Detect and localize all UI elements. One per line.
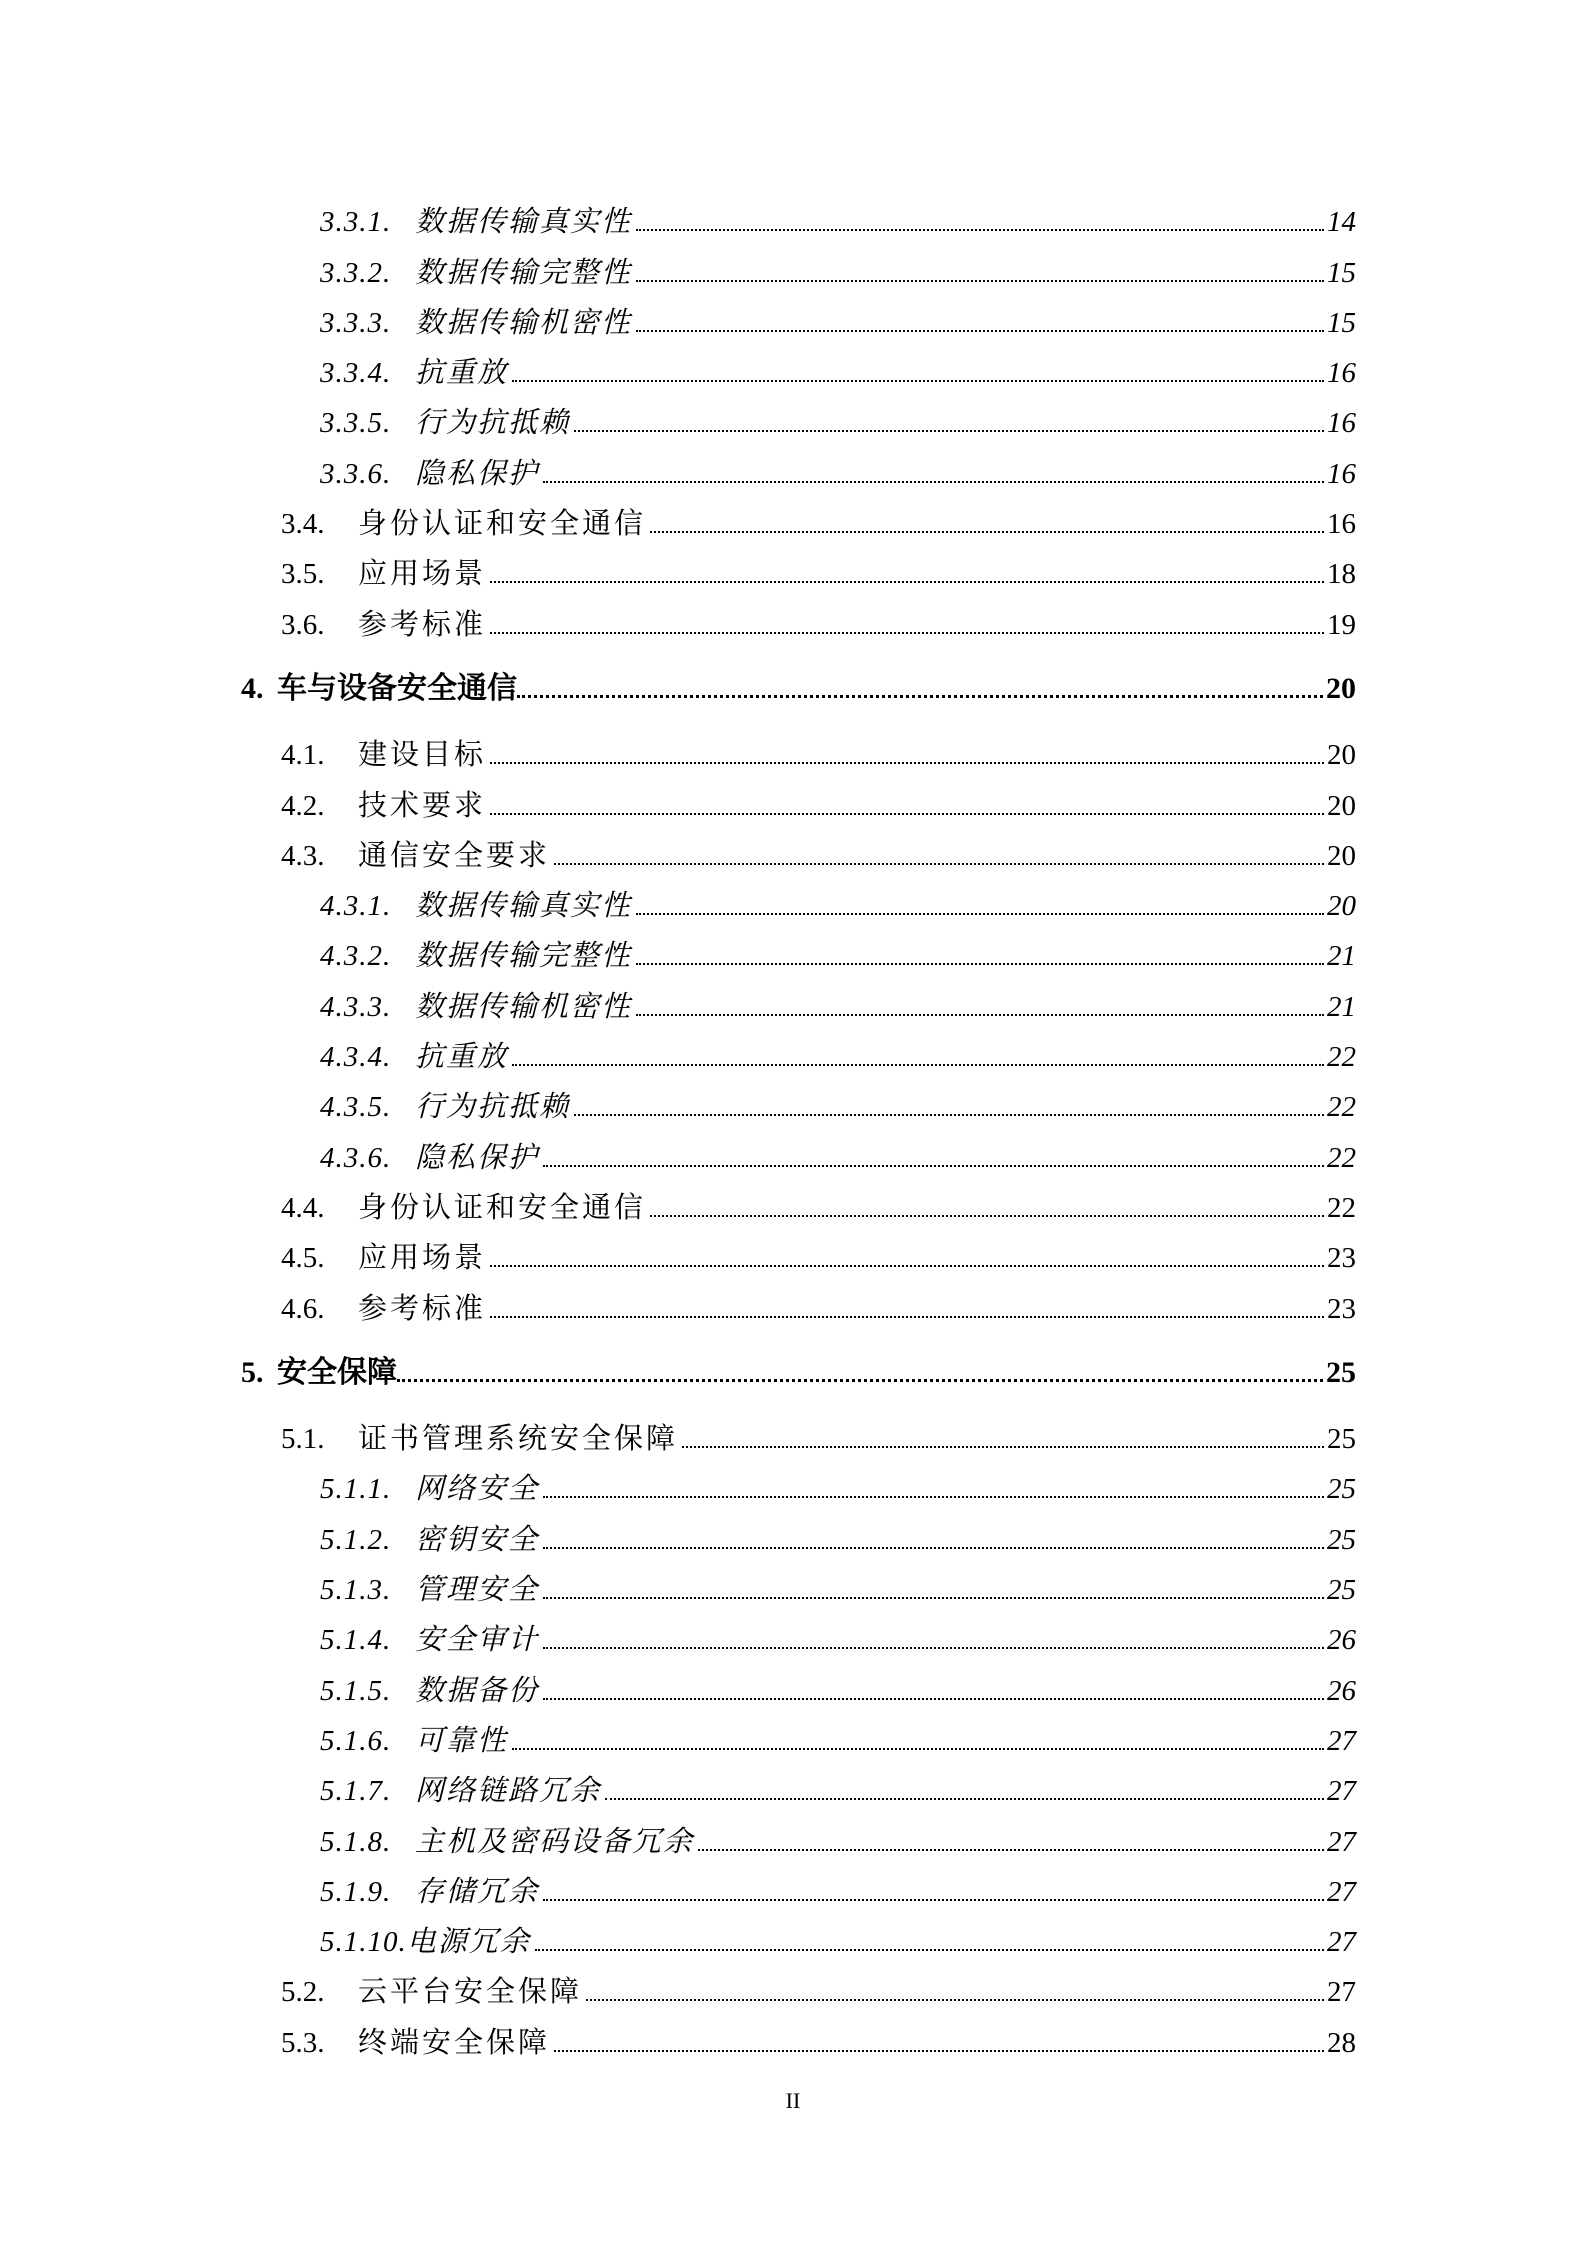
toc-entry[interactable] bbox=[0, 2010, 1586, 2060]
toc-entry-title: 数据传输完整性 bbox=[415, 940, 633, 973]
toc-entry-title: 安全审计 bbox=[415, 1624, 540, 1657]
toc-entry-page: 16 bbox=[1327, 407, 1356, 440]
toc-entry-title: 行为抗抵赖 bbox=[415, 1091, 571, 1124]
dot-leader bbox=[636, 962, 1324, 965]
toc-entry-title: 数据传输真实性 bbox=[415, 890, 633, 923]
toc-entry-title: 隐私保护 bbox=[415, 457, 540, 490]
dot-leader bbox=[650, 1214, 1324, 1217]
toc-entry-number: 4.3.4. bbox=[320, 1041, 392, 1074]
toc-entry-title: 身份认证和安全通信 bbox=[358, 508, 647, 541]
toc-entry[interactable] bbox=[0, 1910, 1586, 1960]
toc-entry-title: 数据传输完整性 bbox=[415, 256, 633, 289]
dot-leader bbox=[574, 1113, 1324, 1116]
toc-entry-page: 25 bbox=[1326, 1355, 1356, 1389]
toc-entry[interactable] bbox=[0, 1860, 1586, 1910]
toc-entry[interactable] bbox=[0, 1507, 1586, 1557]
toc-entry-title: 身份认证和安全通信 bbox=[358, 1191, 647, 1224]
toc-entry[interactable] bbox=[0, 240, 1586, 290]
dot-leader bbox=[636, 228, 1324, 231]
dot-leader bbox=[490, 1264, 1324, 1267]
toc-entry-number: 5.1.1. bbox=[320, 1473, 392, 1506]
toc-entry-page: 25 bbox=[1327, 1523, 1356, 1556]
toc-entry[interactable] bbox=[0, 1809, 1586, 1859]
toc-entry-title: 数据备份 bbox=[415, 1674, 540, 1707]
toc-entry[interactable] bbox=[0, 190, 1586, 240]
dot-leader bbox=[517, 694, 1323, 698]
toc-entry-number: 3.6. bbox=[281, 608, 325, 641]
toc-entry-number: 4.4. bbox=[281, 1191, 325, 1224]
toc-entry-number: 5.1.6. bbox=[320, 1724, 392, 1757]
toc-entry-title: 技术要求 bbox=[358, 789, 487, 822]
toc-entry-page: 23 bbox=[1327, 1242, 1356, 1275]
dot-leader bbox=[543, 1646, 1324, 1649]
toc-entry-page: 22 bbox=[1327, 1141, 1356, 1174]
table-of-contents bbox=[0, 190, 1586, 2061]
toc-entry[interactable] bbox=[0, 773, 1586, 823]
toc-entry[interactable] bbox=[0, 542, 1586, 592]
toc-entry-number: 3.3.1. bbox=[320, 206, 392, 239]
toc-entry-number: 4.3.5. bbox=[320, 1091, 392, 1124]
toc-entry[interactable] bbox=[0, 824, 1586, 874]
toc-entry-title: 云平台安全保障 bbox=[358, 1976, 583, 2009]
dot-leader bbox=[636, 329, 1324, 332]
toc-entry[interactable] bbox=[0, 341, 1586, 391]
toc-entry-title: 电源冗余 bbox=[406, 1926, 531, 1959]
toc-entry-page: 22 bbox=[1327, 1091, 1356, 1124]
toc-entry-title: 数据传输真实性 bbox=[415, 206, 633, 239]
toc-entry-title: 终端安全保障 bbox=[358, 2026, 551, 2059]
dot-leader bbox=[543, 1596, 1324, 1599]
dot-leader bbox=[512, 1747, 1324, 1750]
toc-entry[interactable] bbox=[0, 723, 1586, 773]
dot-leader bbox=[490, 631, 1324, 634]
toc-entry-page: 21 bbox=[1327, 940, 1356, 973]
toc-entry-page: 25 bbox=[1327, 1574, 1356, 1607]
toc-entry-number: 4.3.3. bbox=[320, 990, 392, 1023]
toc-entry-number: 3.3.6. bbox=[320, 457, 392, 490]
dot-leader bbox=[682, 1445, 1324, 1448]
toc-entry[interactable] bbox=[0, 1457, 1586, 1507]
toc-entry-page: 19 bbox=[1327, 608, 1356, 641]
toc-entry-page: 14 bbox=[1327, 206, 1356, 239]
toc-entry-title: 参考标准 bbox=[358, 1292, 487, 1325]
toc-entry-page: 26 bbox=[1327, 1624, 1356, 1657]
page-number: II bbox=[785, 2088, 801, 2113]
toc-entry-title: 通信安全要求 bbox=[358, 839, 551, 872]
toc-entry-number: 5.1.8. bbox=[320, 1825, 392, 1858]
toc-entry-number: 3.3.4. bbox=[320, 357, 392, 390]
dot-leader bbox=[543, 1495, 1324, 1498]
toc-entry[interactable] bbox=[0, 441, 1586, 491]
toc-entry-number: 4.3.2. bbox=[320, 940, 392, 973]
dot-leader bbox=[490, 1315, 1324, 1318]
toc-entry-title: 数据传输机密性 bbox=[415, 306, 633, 339]
dot-leader bbox=[490, 812, 1324, 815]
toc-entry[interactable] bbox=[0, 1176, 1586, 1226]
toc-entry-number: 5.3. bbox=[281, 2026, 325, 2059]
dot-leader bbox=[543, 1164, 1324, 1167]
toc-entry-page: 27 bbox=[1327, 1724, 1356, 1757]
toc-entry-number: 5.1.10. bbox=[320, 1926, 407, 1959]
toc-entry-title: 网络链路冗余 bbox=[415, 1775, 602, 1808]
toc-entry-page: 28 bbox=[1327, 2026, 1356, 2059]
toc-entry[interactable] bbox=[0, 492, 1586, 542]
dot-leader bbox=[650, 530, 1324, 533]
toc-entry-number: 5.1. bbox=[281, 1423, 325, 1456]
dot-leader bbox=[586, 1998, 1324, 2001]
toc-entry-title: 管理安全 bbox=[415, 1574, 540, 1607]
toc-entry-title: 密钥安全 bbox=[415, 1523, 540, 1556]
toc-entry-page: 23 bbox=[1327, 1292, 1356, 1325]
dot-leader bbox=[554, 2049, 1324, 2052]
toc-entry-title: 行为抗抵赖 bbox=[415, 407, 571, 440]
toc-entry-title: 建设目标 bbox=[358, 739, 487, 772]
toc-entry[interactable] bbox=[0, 1558, 1586, 1608]
toc-entry-page: 20 bbox=[1327, 739, 1356, 772]
toc-entry-page: 27 bbox=[1327, 1976, 1356, 2009]
dot-leader bbox=[543, 480, 1324, 483]
dot-leader bbox=[636, 912, 1324, 915]
toc-entry-number: 5.2. bbox=[281, 1976, 325, 2009]
toc-entry-page: 25 bbox=[1327, 1423, 1356, 1456]
toc-entry-title: 车与设备安全通信 bbox=[277, 671, 517, 705]
toc-entry-title: 应用场景 bbox=[358, 1242, 487, 1275]
toc-entry[interactable] bbox=[0, 1341, 1586, 1391]
toc-entry-number: 3.3.3. bbox=[320, 306, 392, 339]
toc-entry-title: 安全保障 bbox=[277, 1355, 397, 1389]
toc-entry-number: 3.5. bbox=[281, 558, 325, 591]
toc-entry[interactable] bbox=[0, 391, 1586, 441]
toc-entry[interactable] bbox=[0, 657, 1586, 707]
toc-entry-number: 5.1.2. bbox=[320, 1523, 392, 1556]
toc-entry-number: 5.1.7. bbox=[320, 1775, 392, 1808]
dot-leader bbox=[698, 1848, 1324, 1851]
toc-entry-page: 15 bbox=[1327, 306, 1356, 339]
toc-entry-number: 5.1.4. bbox=[320, 1624, 392, 1657]
toc-entry[interactable] bbox=[0, 1759, 1586, 1809]
toc-entry-page: 27 bbox=[1327, 1875, 1356, 1908]
toc-entry-title: 可靠性 bbox=[415, 1724, 509, 1757]
toc-entry-page: 20 bbox=[1326, 671, 1356, 705]
toc-entry[interactable] bbox=[0, 924, 1586, 974]
toc-entry[interactable] bbox=[0, 1125, 1586, 1175]
toc-entry-page: 21 bbox=[1327, 990, 1356, 1023]
toc-entry-title: 网络安全 bbox=[415, 1473, 540, 1506]
toc-entry-title: 数据传输机密性 bbox=[415, 990, 633, 1023]
dot-leader bbox=[636, 279, 1324, 282]
toc-entry-number: 4.3. bbox=[281, 839, 325, 872]
toc-entry-number: 4.5. bbox=[281, 1242, 325, 1275]
toc-entry[interactable] bbox=[0, 874, 1586, 924]
dot-leader bbox=[512, 1063, 1324, 1066]
toc-entry-page: 18 bbox=[1327, 558, 1356, 591]
toc-entry[interactable] bbox=[0, 1075, 1586, 1125]
toc-entry-page: 16 bbox=[1327, 508, 1356, 541]
dot-leader bbox=[636, 1013, 1324, 1016]
toc-entry-page: 20 bbox=[1327, 839, 1356, 872]
toc-entry-title: 抗重放 bbox=[415, 357, 509, 390]
toc-entry-page: 16 bbox=[1327, 357, 1356, 390]
toc-entry-number: 3.3.5. bbox=[320, 407, 392, 440]
toc-entry[interactable] bbox=[0, 1658, 1586, 1708]
toc-entry[interactable] bbox=[0, 974, 1586, 1024]
dot-leader bbox=[605, 1797, 1324, 1800]
toc-entry-title: 隐私保护 bbox=[415, 1141, 540, 1174]
toc-entry-number: 4.3.1. bbox=[320, 890, 392, 923]
toc-entry-number: 5.1.5. bbox=[320, 1674, 392, 1707]
dot-leader bbox=[397, 1378, 1323, 1382]
toc-entry-title: 应用场景 bbox=[358, 558, 487, 591]
dot-leader bbox=[574, 429, 1324, 432]
toc-entry-page: 15 bbox=[1327, 256, 1356, 289]
toc-entry[interactable] bbox=[0, 1276, 1586, 1326]
toc-entry-page: 26 bbox=[1327, 1674, 1356, 1707]
dot-leader bbox=[512, 379, 1324, 382]
toc-entry-number: 4. bbox=[241, 671, 264, 705]
toc-entry-page: 22 bbox=[1327, 1191, 1356, 1224]
toc-entry-number: 4.1. bbox=[281, 739, 325, 772]
toc-entry[interactable] bbox=[0, 1608, 1586, 1658]
toc-entry-number: 5.1.3. bbox=[320, 1574, 392, 1607]
toc-entry-page: 27 bbox=[1327, 1775, 1356, 1808]
toc-entry-title: 抗重放 bbox=[415, 1041, 509, 1074]
dot-leader bbox=[490, 761, 1324, 764]
dot-leader bbox=[543, 1697, 1324, 1700]
toc-entry-page: 27 bbox=[1327, 1926, 1356, 1959]
toc-entry-page: 25 bbox=[1327, 1473, 1356, 1506]
toc-entry[interactable] bbox=[0, 1407, 1586, 1457]
toc-entry-number: 4.6. bbox=[281, 1292, 325, 1325]
toc-entry[interactable] bbox=[0, 1709, 1586, 1759]
toc-entry-title: 存储冗余 bbox=[415, 1875, 540, 1908]
toc-entry-number: 5.1.9. bbox=[320, 1875, 392, 1908]
toc-entry-number: 4.2. bbox=[281, 789, 325, 822]
toc-entry-page: 22 bbox=[1327, 1041, 1356, 1074]
toc-entry-number: 5. bbox=[241, 1355, 264, 1389]
toc-entry-title: 参考标准 bbox=[358, 608, 487, 641]
toc-entry-page: 20 bbox=[1327, 789, 1356, 822]
dot-leader bbox=[535, 1948, 1324, 1951]
toc-entry-page: 16 bbox=[1327, 457, 1356, 490]
dot-leader bbox=[554, 862, 1324, 865]
dot-leader bbox=[490, 580, 1324, 583]
dot-leader bbox=[543, 1898, 1324, 1901]
toc-entry-page: 20 bbox=[1327, 890, 1356, 923]
toc-entry[interactable] bbox=[0, 1960, 1586, 2010]
toc-entry-number: 3.3.2. bbox=[320, 256, 392, 289]
toc-entry[interactable] bbox=[0, 1025, 1586, 1075]
toc-entry-page: 27 bbox=[1327, 1825, 1356, 1858]
toc-entry-number: 3.4. bbox=[281, 508, 325, 541]
toc-entry[interactable] bbox=[0, 291, 1586, 341]
toc-entry-title: 证书管理系统安全保障 bbox=[358, 1423, 679, 1456]
toc-entry[interactable] bbox=[0, 1226, 1586, 1276]
dot-leader bbox=[543, 1546, 1324, 1549]
toc-entry[interactable] bbox=[0, 592, 1586, 642]
toc-entry-title: 主机及密码设备冗余 bbox=[415, 1825, 695, 1858]
toc-entry-number: 4.3.6. bbox=[320, 1141, 392, 1174]
